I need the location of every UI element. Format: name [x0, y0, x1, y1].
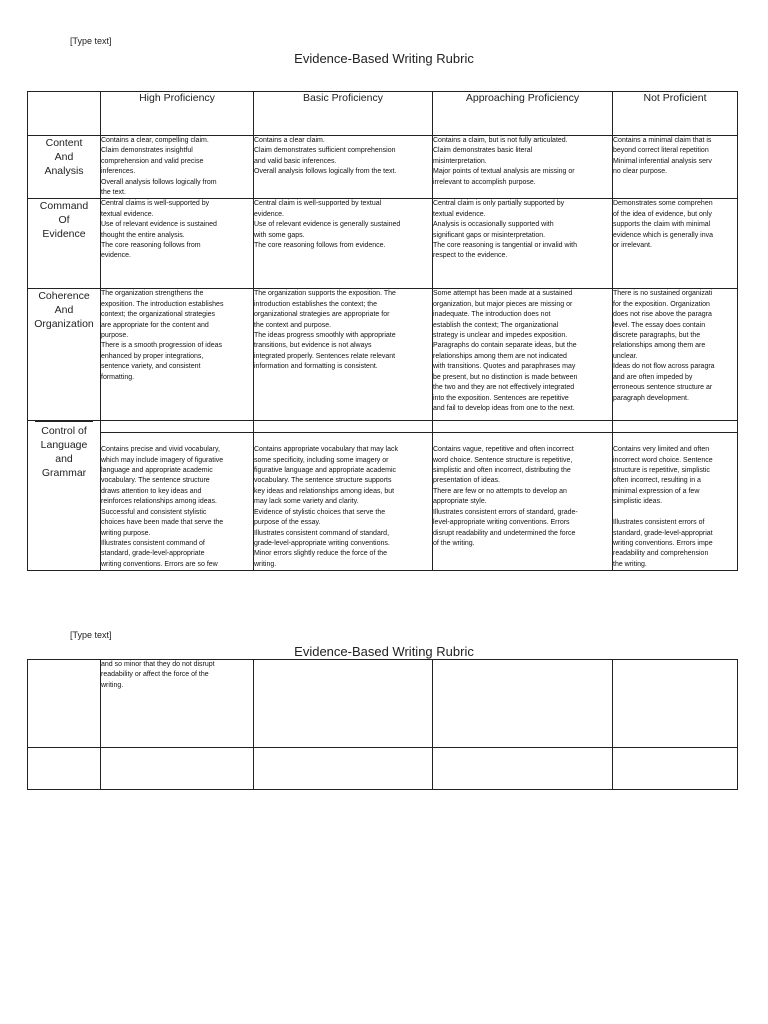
rubric-cell [433, 421, 613, 571]
divider-line [101, 432, 253, 433]
rubric-table [27, 91, 738, 571]
header-row [28, 92, 738, 136]
rubric-cell [613, 421, 738, 571]
empty-cell [28, 660, 101, 748]
divider-line [254, 432, 432, 433]
row-header: Control of Language and Grammar [40, 425, 88, 480]
row-header-cell [28, 421, 101, 571]
divider-line [613, 432, 737, 433]
rubric-cell: Central claims is well-supported by textual evidence. Use of relevant evidence is sustained thought the entire analysis. The core reasoning follows from evidence. [101, 199, 254, 289]
rubric-cell [101, 421, 254, 571]
rubric-cell: Contains a claim, but is not fully articulated. Claim demonstrates basic literal misinterpretation. Major points of textual analysis are missing or irrelevant to accomplish purpose. [433, 136, 613, 199]
empty-cell [433, 660, 613, 748]
rubric-cell-text: Contains vague, repetitive and often incorrect word choice. Sentence structure is repetitive, simplistic and often incorrect, distributing the presentation of ideas. There are few or no attempts to develop an appropriate style. Illustrates consistent errors of standard, grade- level-appropriate writing conventions. Errors disrupt readability and undetermined the force of the writing. [433, 446, 578, 547]
corner-cell [28, 92, 101, 136]
rubric-cell-text: Contains precise and vivid vocabulary, which may include imagery of figurative language and appropriate academic vocabulary. The sentence structure draws attention to key ideas and reinforces relationships among ideas. Successful and consistent stylistic choices have been made that serve the writing purpose. Illustrates consistent command of standard, grade-level-appropriate writing conventions. Errors are so few [101, 446, 224, 568]
page-header-text: [Type text] [70, 630, 112, 640]
divider-line [35, 421, 93, 422]
rubric-cell: Contains a clear claim. Claim demonstrates sufficient comprehension and valid basic inferences. Overall analysis follows logically from the text. [254, 136, 433, 199]
rubric-cell: The organization strengthens the exposition. The introduction establishes context; the organizational strategies are appropriate for the content and purpose. There is a smooth progression of ideas enhanced by proper integrations, sentence variety, and consistent formatting. [101, 289, 254, 421]
rubric-cell: Some attempt has been made at a sustained organization, but major pieces are missing or inadequate. The introduction does not establish the context; The organizational strategy is unclear and impedes exposition. Paragraphs do contain separate ideas, but the relationships among them are not indicated with transitions. Quotes and paraphrases may be present, but no distinction is made between the two and they are not effectively integrated into the exposition. Sentences are repetitive and fail to develop ideas from one to the next. [433, 289, 613, 421]
rubric-cell: Contains a clear, compelling claim. Claim demonstrates insightful comprehension and valid precise inferences. Overall analysis follows logically from the text. [101, 136, 254, 199]
table-row [28, 199, 738, 289]
table-row [28, 748, 738, 790]
divider-line [433, 432, 612, 433]
empty-cell [254, 748, 433, 790]
table-row [28, 136, 738, 199]
rubric-cell: Demonstrates some comprehen of the idea of evidence, but only supports the claim with minimal evidence which is generally inva or irrelevant. [613, 199, 738, 289]
column-header: Not Proficient [613, 92, 738, 136]
table-row [28, 660, 738, 748]
empty-cell [613, 660, 738, 748]
rubric-cell [254, 421, 433, 571]
page-title: Evidence-Based Writing Rubric [294, 51, 474, 66]
rubric-cell: Central claim is only partially supported by textual evidence. Analysis is occasionally supported with significant gaps or misinterpretation. The core reasoning is tangential or invalid with respect to the evidence. [433, 199, 613, 289]
table-row [28, 421, 738, 571]
rubric-cell: There is no sustained organizati for the exposition. Organization does not rise above the paragra level. The essay does contain discrete paragraphs, but the relationships among them are unclear. Ideas do not flow across paragra and are often impeded by erroneous sentence structure ar paragraph development. [613, 289, 738, 421]
empty-cell [433, 748, 613, 790]
column-header: High Proficiency [101, 92, 254, 136]
rubric-table-continued [27, 659, 738, 790]
row-header: Command Of Evidence [28, 199, 101, 289]
rubric-cell: and so minor that they do not disrupt readability or affect the force of the writing. [101, 660, 254, 748]
empty-cell [28, 748, 101, 790]
empty-cell [613, 748, 738, 790]
rubric-cell: Central claim is well-supported by textual evidence. Use of relevant evidence is generally sustained with some gaps. The core reasoning follows from evidence. [254, 199, 433, 289]
rubric-cell-text: Contains very limited and often incorrect word choice. Sentence structure is repetitive, simplistic often incorrect, resulting in a minimal expression of a few simplistic ideas. Illustrates consistent errors of standard, grade-level-appropriat writing conventions. Errors impe readability and comprehension the writing. [613, 446, 713, 568]
table-row [28, 289, 738, 421]
column-header: Basic Proficiency [254, 92, 433, 136]
rubric-cell-text: Contains appropriate vocabulary that may lack some specificity, including some imagery or figurative language and appropriate academic vocabulary. The sentence structure supports key ideas and relationships among ideas, but may lack some variety and clarity. Evidence of stylistic choices that serve the purpose of the essay. Illustrates consistent command of standard, grade-level-appropriate writing conventions. Minor errors slightly reduce the force of the writing. [254, 446, 398, 568]
empty-cell [101, 748, 254, 790]
rubric-cell: The organization supports the exposition. The introduction establishes the context; the organizational strategies are appropriate for the context and purpose. The ideas progress smoothly with appropriate transitions, but evidence is not always integrated properly. Sentences relate relevant information and formatting is consistent. [254, 289, 433, 421]
rubric-cell: Contains a minimal claim that is beyond correct literal repetition Minimal inferential analysis serv no clear purpose. [613, 136, 738, 199]
column-header: Approaching Proficiency [433, 92, 613, 136]
row-header: Coherence And Organization [28, 289, 101, 421]
page-title: Evidence-Based Writing Rubric [294, 644, 474, 659]
empty-cell [254, 660, 433, 748]
row-header: Content And Analysis [28, 136, 101, 199]
page-header-text: [Type text] [70, 36, 112, 46]
